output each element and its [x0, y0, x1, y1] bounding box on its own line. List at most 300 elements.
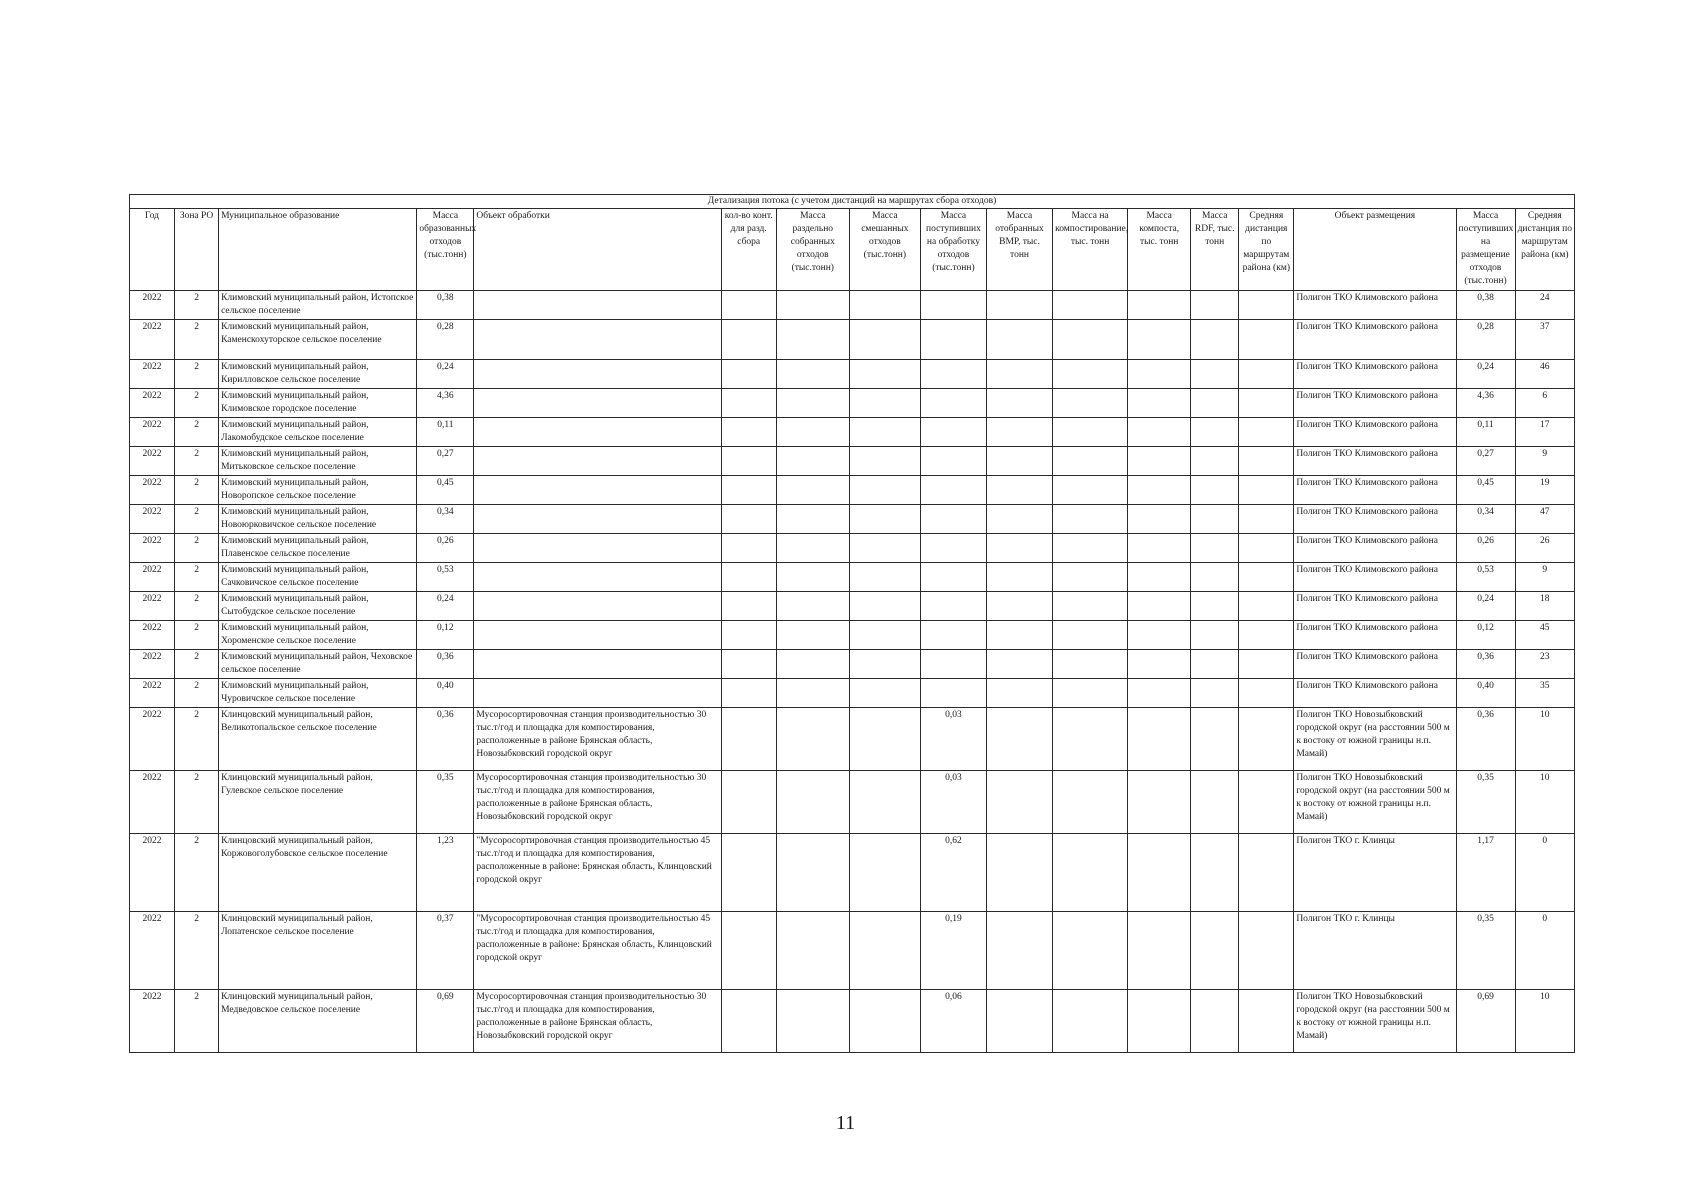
cell-mass-rdf	[1191, 447, 1239, 476]
cell-containers	[721, 912, 776, 990]
table-row	[130, 679, 1575, 708]
cell-avg-distance-km: 19	[1515, 476, 1574, 505]
cell-avg-distance-km: 10	[1515, 708, 1574, 771]
cell-mass-mixed	[849, 360, 920, 389]
table-row	[130, 534, 1575, 563]
cell-containers	[721, 679, 776, 708]
cell-processing-object	[474, 505, 721, 534]
table-row	[130, 505, 1575, 534]
cell-processing-object	[474, 291, 721, 320]
cell-containers	[721, 476, 776, 505]
table-body	[130, 291, 1575, 1053]
table-caption: Детализация потока (с учетом дистанций на маршрутах сбора отходов)	[130, 195, 1575, 209]
cell-mass-mixed	[849, 418, 920, 447]
cell-placement-object: Полигон ТКО Климовского района	[1294, 679, 1456, 708]
cell-mass-to-processing	[920, 534, 986, 563]
cell-mass-to-placement: 0,45	[1456, 476, 1515, 505]
cell-containers	[721, 834, 776, 912]
cell-mass-compost	[1128, 447, 1191, 476]
cell-zone: 2	[175, 621, 219, 650]
cell-avg-distance-routes	[1239, 505, 1294, 534]
cell-mass-separate	[776, 912, 849, 990]
cell-mass-to-processing	[920, 476, 986, 505]
cell-avg-distance-routes	[1239, 291, 1294, 320]
header-mass-to-processing: Масса поступивших на обработку отходов (тыс.тонн)	[920, 209, 986, 291]
cell-mass-mixed	[849, 389, 920, 418]
cell-containers	[721, 320, 776, 360]
cell-mass-to-processing: 0,03	[920, 771, 986, 834]
cell-containers	[721, 650, 776, 679]
cell-year: 2022	[130, 708, 175, 771]
cell-mass-mixed	[849, 563, 920, 592]
cell-containers	[721, 418, 776, 447]
cell-mass-to-placement: 4,36	[1456, 389, 1515, 418]
cell-avg-distance-km: 35	[1515, 679, 1574, 708]
cell-zone: 2	[175, 291, 219, 320]
cell-mass-separate	[776, 320, 849, 360]
cell-placement-object: Полигон ТКО г. Клинцы	[1294, 912, 1456, 990]
cell-mass-to-placement: 0,69	[1456, 990, 1515, 1053]
header-zone: Зона РО	[175, 209, 219, 291]
cell-municipality: Климовский муниципальный район, Лакомобудское сельское поселение	[219, 418, 417, 447]
cell-mass-to-composting	[1053, 320, 1128, 360]
cell-placement-object: Полигон ТКО Климовского района	[1294, 563, 1456, 592]
cell-municipality: Климовский муниципальный район, Сытобудское сельское поселение	[219, 592, 417, 621]
cell-mass-rdf	[1191, 476, 1239, 505]
cell-mass-to-processing: 0,19	[920, 912, 986, 990]
cell-mass-to-composting	[1053, 621, 1128, 650]
cell-mass-rdf	[1191, 708, 1239, 771]
header-avg-distance-km: Средняя дистанция по маршрутам района (км)	[1515, 209, 1574, 291]
cell-processing-object	[474, 389, 721, 418]
cell-mass-to-composting	[1053, 476, 1128, 505]
cell-mass-vmr	[986, 708, 1052, 771]
cell-municipality: Климовский муниципальный район, Новоюрковичское сельское поселение	[219, 505, 417, 534]
cell-zone: 2	[175, 990, 219, 1053]
cell-processing-object: "Мусоросортировочная станция производительностью 45 тыс.т/год и площадка для компостирования, расположенные в районе: Брянская область, Клинцовский городской округ	[474, 834, 721, 912]
cell-avg-distance-km: 9	[1515, 447, 1574, 476]
cell-mass-compost	[1128, 291, 1191, 320]
cell-mass-to-composting	[1053, 650, 1128, 679]
table-row	[130, 708, 1575, 771]
cell-zone: 2	[175, 771, 219, 834]
cell-avg-distance-km: 23	[1515, 650, 1574, 679]
cell-mass-to-composting	[1053, 389, 1128, 418]
cell-zone: 2	[175, 592, 219, 621]
table-row	[130, 834, 1575, 912]
cell-processing-object	[474, 621, 721, 650]
cell-zone: 2	[175, 476, 219, 505]
cell-mass-generated: 1,23	[417, 834, 474, 912]
cell-mass-vmr	[986, 621, 1052, 650]
cell-mass-to-composting	[1053, 771, 1128, 834]
cell-year: 2022	[130, 418, 175, 447]
cell-mass-separate	[776, 418, 849, 447]
cell-mass-mixed	[849, 708, 920, 771]
cell-municipality: Клинцовский муниципальный район, Лопатенское сельское поселение	[219, 912, 417, 990]
cell-mass-separate	[776, 990, 849, 1053]
cell-avg-distance-routes	[1239, 320, 1294, 360]
cell-mass-compost	[1128, 650, 1191, 679]
cell-avg-distance-routes	[1239, 563, 1294, 592]
cell-processing-object	[474, 476, 721, 505]
cell-mass-vmr	[986, 650, 1052, 679]
cell-processing-object	[474, 320, 721, 360]
cell-placement-object: Полигон ТКО Климовского района	[1294, 360, 1456, 389]
cell-placement-object: Полигон ТКО Новозыбковский городской округ (на расстоянии 500 м к востоку от южной границы н.п. Мамай)	[1294, 771, 1456, 834]
cell-mass-vmr	[986, 505, 1052, 534]
cell-mass-mixed	[849, 447, 920, 476]
cell-mass-compost	[1128, 621, 1191, 650]
cell-avg-distance-km: 0	[1515, 912, 1574, 990]
cell-avg-distance-km: 46	[1515, 360, 1574, 389]
table-row	[130, 912, 1575, 990]
cell-mass-to-processing	[920, 418, 986, 447]
cell-processing-object: "Мусоросортировочная станция производительностью 45 тыс.т/год и площадка для компостирования, расположенные в районе: Брянская область, Клинцовский городской округ	[474, 912, 721, 990]
cell-zone: 2	[175, 389, 219, 418]
cell-year: 2022	[130, 360, 175, 389]
cell-avg-distance-routes	[1239, 360, 1294, 389]
cell-mass-to-composting	[1053, 418, 1128, 447]
cell-municipality: Клинцовский муниципальный район, Коржовоголубовское сельское поселение	[219, 834, 417, 912]
cell-avg-distance-km: 18	[1515, 592, 1574, 621]
cell-containers	[721, 534, 776, 563]
cell-mass-to-processing	[920, 650, 986, 679]
cell-municipality: Климовский муниципальный район, Чеховское сельское поселение	[219, 650, 417, 679]
cell-mass-to-placement: 0,35	[1456, 771, 1515, 834]
flow-detail-table	[129, 194, 1575, 1053]
cell-avg-distance-km: 45	[1515, 621, 1574, 650]
cell-containers	[721, 771, 776, 834]
cell-mass-to-placement: 0,36	[1456, 650, 1515, 679]
cell-mass-vmr	[986, 476, 1052, 505]
cell-mass-generated: 0,24	[417, 360, 474, 389]
table-row	[130, 389, 1575, 418]
cell-mass-mixed	[849, 912, 920, 990]
cell-mass-to-processing	[920, 320, 986, 360]
cell-mass-generated: 0,53	[417, 563, 474, 592]
cell-placement-object: Полигон ТКО г. Клинцы	[1294, 834, 1456, 912]
cell-avg-distance-routes	[1239, 621, 1294, 650]
cell-avg-distance-km: 6	[1515, 389, 1574, 418]
cell-avg-distance-routes	[1239, 834, 1294, 912]
cell-mass-to-composting	[1053, 447, 1128, 476]
cell-mass-separate	[776, 563, 849, 592]
flow-detail-table-container	[129, 194, 1575, 1053]
cell-year: 2022	[130, 320, 175, 360]
cell-municipality: Климовский муниципальный район, Плавенское сельское поселение	[219, 534, 417, 563]
cell-zone: 2	[175, 708, 219, 771]
cell-mass-compost	[1128, 563, 1191, 592]
table-row	[130, 418, 1575, 447]
cell-avg-distance-routes	[1239, 679, 1294, 708]
cell-mass-separate	[776, 389, 849, 418]
cell-mass-to-processing: 0,06	[920, 990, 986, 1053]
cell-mass-rdf	[1191, 679, 1239, 708]
cell-mass-to-placement: 0,26	[1456, 534, 1515, 563]
cell-mass-to-processing	[920, 447, 986, 476]
cell-avg-distance-km: 10	[1515, 990, 1574, 1053]
cell-placement-object: Полигон ТКО Климовского района	[1294, 476, 1456, 505]
cell-municipality: Клинцовский муниципальный район, Великотопальское сельское поселение	[219, 708, 417, 771]
cell-avg-distance-km: 24	[1515, 291, 1574, 320]
cell-municipality: Климовский муниципальный район, Истопское сельское поселение	[219, 291, 417, 320]
table-row	[130, 592, 1575, 621]
cell-mass-to-placement: 0,36	[1456, 708, 1515, 771]
cell-mass-compost	[1128, 534, 1191, 563]
table-row	[130, 621, 1575, 650]
cell-mass-separate	[776, 708, 849, 771]
cell-placement-object: Полигон ТКО Климовского района	[1294, 447, 1456, 476]
cell-municipality: Клинцовский муниципальный район, Медведовское сельское поселение	[219, 990, 417, 1053]
cell-municipality: Климовский муниципальный район, Каменскохуторское сельское поселение	[219, 320, 417, 360]
cell-municipality: Климовский муниципальный район, Чуровичское сельское поселение	[219, 679, 417, 708]
cell-mass-to-processing	[920, 389, 986, 418]
cell-mass-to-processing	[920, 621, 986, 650]
cell-mass-generated: 0,36	[417, 708, 474, 771]
cell-mass-to-placement: 0,11	[1456, 418, 1515, 447]
cell-mass-to-placement: 0,35	[1456, 912, 1515, 990]
cell-containers	[721, 990, 776, 1053]
cell-mass-vmr	[986, 360, 1052, 389]
cell-mass-to-processing: 0,62	[920, 834, 986, 912]
cell-year: 2022	[130, 447, 175, 476]
cell-avg-distance-routes	[1239, 534, 1294, 563]
cell-processing-object	[474, 563, 721, 592]
cell-zone: 2	[175, 563, 219, 592]
table-row	[130, 360, 1575, 389]
cell-avg-distance-routes	[1239, 708, 1294, 771]
header-mass-vmr: Масса отобранных ВМР, тыс. тонн	[986, 209, 1052, 291]
cell-mass-generated: 0,12	[417, 621, 474, 650]
header-placement-object: Объект размещения	[1294, 209, 1456, 291]
cell-mass-to-composting	[1053, 563, 1128, 592]
cell-mass-mixed	[849, 771, 920, 834]
header-mass-rdf: Масса RDF, тыс. тонн	[1191, 209, 1239, 291]
cell-mass-vmr	[986, 534, 1052, 563]
cell-mass-generated: 0,11	[417, 418, 474, 447]
header-processing-object: Объект обработки	[474, 209, 721, 291]
cell-mass-rdf	[1191, 912, 1239, 990]
cell-mass-vmr	[986, 418, 1052, 447]
table-row	[130, 650, 1575, 679]
cell-mass-rdf	[1191, 291, 1239, 320]
cell-mass-separate	[776, 505, 849, 534]
cell-placement-object: Полигон ТКО Климовского района	[1294, 291, 1456, 320]
header-mass-mixed: Масса смешанных отходов (тыс.тонн)	[849, 209, 920, 291]
cell-processing-object	[474, 592, 721, 621]
cell-mass-compost	[1128, 708, 1191, 771]
cell-mass-to-placement: 0,38	[1456, 291, 1515, 320]
cell-mass-compost	[1128, 476, 1191, 505]
cell-mass-mixed	[849, 534, 920, 563]
cell-mass-separate	[776, 771, 849, 834]
cell-mass-generated: 0,36	[417, 650, 474, 679]
cell-year: 2022	[130, 834, 175, 912]
cell-mass-compost	[1128, 592, 1191, 621]
cell-mass-compost	[1128, 360, 1191, 389]
cell-mass-to-processing: 0,03	[920, 708, 986, 771]
cell-avg-distance-km: 47	[1515, 505, 1574, 534]
cell-mass-rdf	[1191, 418, 1239, 447]
cell-mass-compost	[1128, 912, 1191, 990]
header-mass-separate: Масса раздельно собранных отходов (тыс.тонн)	[776, 209, 849, 291]
cell-year: 2022	[130, 389, 175, 418]
cell-containers	[721, 592, 776, 621]
cell-mass-to-placement: 1,17	[1456, 834, 1515, 912]
cell-mass-rdf	[1191, 563, 1239, 592]
cell-avg-distance-routes	[1239, 389, 1294, 418]
cell-mass-vmr	[986, 912, 1052, 990]
cell-mass-mixed	[849, 592, 920, 621]
cell-mass-rdf	[1191, 771, 1239, 834]
header-year: Год	[130, 209, 175, 291]
cell-avg-distance-routes	[1239, 912, 1294, 990]
cell-processing-object: Мусоросортировочная станция производительностью 30 тыс.т/год и площадка для компостирования, расположенные в районе Брянская область, Новозыбковский городской округ	[474, 708, 721, 771]
cell-zone: 2	[175, 320, 219, 360]
cell-mass-generated: 0,34	[417, 505, 474, 534]
cell-mass-generated: 0,24	[417, 592, 474, 621]
cell-year: 2022	[130, 534, 175, 563]
cell-avg-distance-km: 26	[1515, 534, 1574, 563]
cell-mass-to-composting	[1053, 679, 1128, 708]
cell-placement-object: Полигон ТКО Климовского района	[1294, 418, 1456, 447]
cell-mass-compost	[1128, 990, 1191, 1053]
cell-municipality: Климовский муниципальный район, Хороменское сельское поселение	[219, 621, 417, 650]
cell-containers	[721, 389, 776, 418]
cell-containers	[721, 291, 776, 320]
cell-mass-separate	[776, 476, 849, 505]
cell-mass-separate	[776, 679, 849, 708]
cell-year: 2022	[130, 476, 175, 505]
cell-mass-compost	[1128, 320, 1191, 360]
cell-mass-rdf	[1191, 360, 1239, 389]
cell-avg-distance-routes	[1239, 476, 1294, 505]
cell-mass-rdf	[1191, 505, 1239, 534]
cell-mass-mixed	[849, 990, 920, 1053]
cell-mass-generated: 0,27	[417, 447, 474, 476]
cell-placement-object: Полигон ТКО Климовского района	[1294, 650, 1456, 679]
cell-mass-to-placement: 0,27	[1456, 447, 1515, 476]
cell-mass-to-composting	[1053, 708, 1128, 771]
cell-avg-distance-routes	[1239, 990, 1294, 1053]
cell-mass-mixed	[849, 320, 920, 360]
table-row	[130, 771, 1575, 834]
cell-mass-rdf	[1191, 592, 1239, 621]
cell-avg-distance-routes	[1239, 418, 1294, 447]
table-row	[130, 320, 1575, 360]
cell-mass-to-composting	[1053, 912, 1128, 990]
header-municipality: Муниципальное образование	[219, 209, 417, 291]
cell-mass-separate	[776, 447, 849, 476]
cell-zone: 2	[175, 360, 219, 389]
cell-mass-mixed	[849, 834, 920, 912]
cell-year: 2022	[130, 771, 175, 834]
header-mass-to-composting: Масса на компостирование, тыс. тонн	[1053, 209, 1128, 291]
cell-mass-compost	[1128, 834, 1191, 912]
cell-placement-object: Полигон ТКО Климовского района	[1294, 320, 1456, 360]
cell-year: 2022	[130, 650, 175, 679]
cell-mass-to-processing	[920, 291, 986, 320]
cell-zone: 2	[175, 447, 219, 476]
cell-mass-separate	[776, 291, 849, 320]
cell-municipality: Климовский муниципальный район, Новоропское сельское поселение	[219, 476, 417, 505]
cell-mass-generated: 0,35	[417, 771, 474, 834]
cell-mass-mixed	[849, 679, 920, 708]
cell-containers	[721, 505, 776, 534]
cell-mass-separate	[776, 534, 849, 563]
cell-mass-to-composting	[1053, 534, 1128, 563]
cell-mass-to-processing	[920, 505, 986, 534]
table-row	[130, 563, 1575, 592]
cell-mass-vmr	[986, 447, 1052, 476]
cell-mass-separate	[776, 621, 849, 650]
cell-processing-object: Мусоросортировочная станция производительностью 30 тыс.т/год и площадка для компостирования, расположенные в районе Брянская область, Новозыбковский городской округ	[474, 771, 721, 834]
cell-placement-object: Полигон ТКО Новозыбковский городской округ (на расстоянии 500 м к востоку от южной границы н.п. Мамай)	[1294, 708, 1456, 771]
header-mass-compost: Масса компоста, тыс. тонн	[1128, 209, 1191, 291]
cell-mass-rdf	[1191, 320, 1239, 360]
cell-placement-object: Полигон ТКО Климовского района	[1294, 505, 1456, 534]
cell-mass-to-placement: 0,28	[1456, 320, 1515, 360]
cell-mass-compost	[1128, 505, 1191, 534]
cell-mass-separate	[776, 360, 849, 389]
cell-containers	[721, 708, 776, 771]
cell-municipality: Климовский муниципальный район, Митьковское сельское поселение	[219, 447, 417, 476]
header-containers: кол-во конт. для разд. сбора	[721, 209, 776, 291]
cell-municipality: Климовский муниципальный район, Климовское городское поселение	[219, 389, 417, 418]
cell-mass-vmr	[986, 320, 1052, 360]
cell-mass-generated: 0,45	[417, 476, 474, 505]
cell-mass-to-placement: 0,12	[1456, 621, 1515, 650]
cell-mass-separate	[776, 650, 849, 679]
cell-mass-rdf	[1191, 990, 1239, 1053]
cell-avg-distance-routes	[1239, 592, 1294, 621]
cell-municipality: Климовский муниципальный район, Сачковичское сельское поселение	[219, 563, 417, 592]
cell-mass-vmr	[986, 990, 1052, 1053]
cell-year: 2022	[130, 563, 175, 592]
cell-year: 2022	[130, 679, 175, 708]
cell-mass-to-composting	[1053, 291, 1128, 320]
cell-mass-rdf	[1191, 389, 1239, 418]
cell-mass-generated: 0,26	[417, 534, 474, 563]
cell-mass-rdf	[1191, 534, 1239, 563]
cell-mass-separate	[776, 834, 849, 912]
cell-mass-mixed	[849, 505, 920, 534]
cell-mass-mixed	[849, 621, 920, 650]
cell-placement-object: Полигон ТКО Климовского района	[1294, 534, 1456, 563]
cell-mass-compost	[1128, 418, 1191, 447]
cell-mass-vmr	[986, 389, 1052, 418]
cell-mass-rdf	[1191, 621, 1239, 650]
cell-avg-distance-routes	[1239, 650, 1294, 679]
cell-mass-to-placement: 0,24	[1456, 592, 1515, 621]
cell-mass-to-placement: 0,24	[1456, 360, 1515, 389]
table-row	[130, 990, 1575, 1053]
cell-processing-object	[474, 418, 721, 447]
cell-mass-to-composting	[1053, 360, 1128, 389]
cell-containers	[721, 621, 776, 650]
cell-municipality: Климовский муниципальный район, Кирилловское сельское поселение	[219, 360, 417, 389]
cell-mass-mixed	[849, 476, 920, 505]
cell-year: 2022	[130, 592, 175, 621]
cell-mass-to-processing	[920, 592, 986, 621]
table-row	[130, 291, 1575, 320]
cell-mass-mixed	[849, 650, 920, 679]
cell-zone: 2	[175, 650, 219, 679]
cell-mass-to-processing	[920, 360, 986, 389]
header-avg-distance-routes: Средняя дистанция по маршрутам района (км)	[1239, 209, 1294, 291]
cell-year: 2022	[130, 621, 175, 650]
